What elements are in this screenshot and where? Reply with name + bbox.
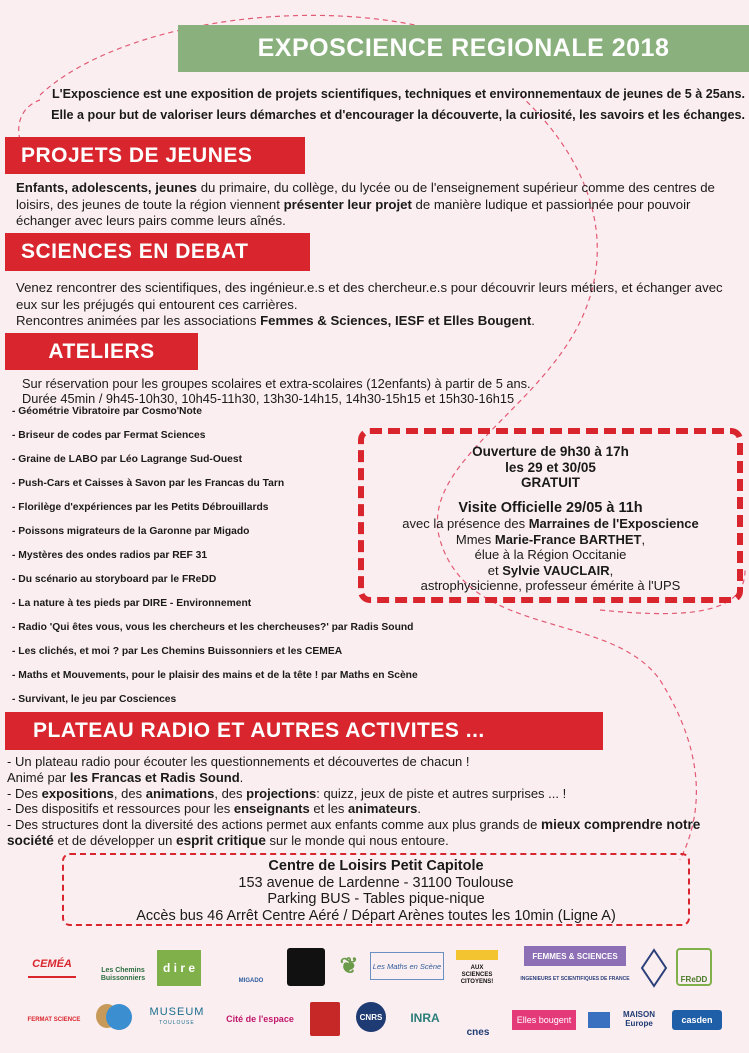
venue-access: Accès bus 46 Arrêt Centre Aéré / Départ Arènes toutes les 10min (Ligne A)	[136, 907, 616, 924]
sciences-text-1: Venez rencontrer des scientifiques, des ingénieur.e.s et des chercheur.e.s pour découvrir leurs métiers, et échanger avec eux sur les préjugés qui entourent ces carrières.	[16, 280, 723, 312]
plateau-l2a: Animé par	[7, 769, 70, 785]
list-item: - Graine de LABO par Léo Lagrange Sud-Ouest	[12, 454, 242, 465]
cnes-logo: cnes	[466, 1027, 490, 1038]
plateau-l2c: .	[239, 769, 244, 785]
plateau-l3c: , des	[113, 785, 146, 801]
museum-name: MUSEUM	[149, 1006, 205, 1018]
sciences-text-2: Rencontres animées par les associations	[16, 313, 261, 328]
section-heading-ateliers: ATELIERS	[5, 333, 198, 370]
projets-bold: présenter leur projet	[283, 196, 412, 212]
maths-logo: Les Maths en Scène	[370, 952, 444, 980]
official-visit: Visite Officielle 29/05 à 11h	[458, 499, 643, 516]
plant-icon: ❦	[340, 953, 358, 978]
mmes-text: Mmes	[455, 531, 495, 547]
ateliers-intro	[22, 376, 742, 406]
plateau-l4c: et les	[309, 801, 349, 817]
section-heading-plateau: PLATEAU RADIO ET AUTRES ACTIVITES ...	[5, 712, 603, 750]
mmes-tail: ,	[641, 531, 646, 547]
sciences-text-3: .	[531, 313, 535, 328]
plateau-l3a: - Des	[7, 785, 42, 801]
plateau-l5b: mieux comprendre notre société	[7, 817, 701, 848]
list-item: - La nature à tes pieds par DIRE - Environnement	[12, 598, 252, 609]
section-heading-sciences: SCIENCES EN DEBAT	[5, 233, 310, 271]
dire-logo: d i r e	[157, 950, 201, 986]
free-label: GRATUIT	[521, 475, 580, 490]
plateau-l3b: expositions	[41, 785, 114, 801]
elue-line: élue à la Région Occitanie	[474, 547, 627, 562]
presence-line	[364, 516, 737, 532]
opening-hours: Ouverture de 9h30 à 17h	[472, 444, 629, 459]
projets-text-2: de manière ludique et passionnée pour pouvoir échanger avec leurs pairs comme leurs aînés.	[16, 196, 691, 228]
address-box	[62, 853, 690, 926]
list-item: - Survivant, le jeu par Cosciences	[12, 694, 177, 705]
plateau-line-4	[7, 801, 747, 817]
plateau-line-3	[7, 786, 747, 802]
plateau-l2b: les Francas et Radis Sound	[69, 769, 240, 785]
plateau-l4b: enseignants	[233, 801, 310, 817]
ateliers-line-2: Durée 45min / 9h45-10h30, 10h45-11h30, 13h30-14h15, 14h30-15h15 et 15h30-16h15	[22, 391, 515, 406]
museum-city: TOULOUSE	[159, 1020, 195, 1026]
ateliers-line-1: Sur réservation pour les groupes scolaires et extra-scolaires (12enfants) à partir de 5 ans.	[22, 376, 531, 391]
plateau-l3g: : quizz, jeux de piste et autres surprises ... !	[316, 785, 567, 801]
plateau-l3f: projections	[246, 785, 317, 801]
section-heading-projets: PROJETS DE JEUNES	[5, 137, 305, 174]
plateau-line-5	[7, 817, 747, 849]
et-line	[364, 563, 737, 579]
event-info-box	[358, 428, 743, 603]
plateau-l4e: .	[417, 801, 422, 817]
et-tail: ,	[609, 562, 614, 578]
list-item: - Les clichés, et moi ? par Les Chemins Buissonniers et les CEMEA	[12, 646, 343, 657]
inra-logo: INRA	[410, 1011, 440, 1025]
list-item: - Briseur de codes par Fermat Sciences	[12, 430, 206, 441]
list-item: - Florilège d'expériences par les Petits Débrouillards	[12, 502, 269, 513]
mmes-line	[364, 532, 737, 548]
list-item: - Géométrie Vibratoire par Cosmo'Note	[12, 406, 202, 417]
small-blue-logo	[588, 1012, 610, 1028]
plateau-line-2	[7, 770, 747, 786]
intro-text	[20, 84, 745, 126]
fermat-logo: FERMAT SCIENCE	[27, 1017, 81, 1023]
projets-paragraph	[16, 180, 736, 230]
migado-logo: MIGADO	[238, 978, 264, 984]
head-logo	[106, 1004, 132, 1030]
elles-bougent-logo: Elles bougent	[512, 1010, 576, 1030]
femmes-sciences-logo: FEMMES & SCIENCES	[524, 946, 626, 966]
vauclair-name: Sylvie VAUCLAIR	[502, 562, 610, 578]
plateau-l3e: , des	[214, 785, 247, 801]
plateau-l5a: - Des structures dont la diversité des actions permet aux enfants comme aux plus grands de	[7, 817, 541, 833]
plateau-line-1: - Un plateau radio pour écouter les questionnements et découvertes de chacun !	[7, 754, 470, 769]
list-item: - Du scénario au storyboard par le FReDD	[12, 574, 217, 585]
venue-name: Centre de Loisirs Petit Capitole	[268, 858, 484, 874]
opening-dates: les 29 et 30/05	[505, 459, 596, 475]
projets-lead: Enfants, adolescents, jeunes	[16, 180, 198, 195]
page-title: EXPOSCIENCE REGIONALE 2018	[178, 25, 749, 72]
diamond-icon	[640, 948, 668, 988]
cemea-logo: CEMÉA	[28, 952, 76, 978]
barthet-name: Marie-France BARTHET	[494, 531, 642, 547]
gramophone-logo	[287, 948, 325, 986]
plateau-l5d: esprit critique	[176, 832, 266, 848]
list-item: - Poissons migrateurs de la Garonne par Migado	[12, 526, 250, 537]
plateau-l4a: - Des dispositifs et ressources pour les	[7, 801, 234, 817]
et-text: et	[487, 562, 503, 578]
cite-espace-logo: Cité de l'espace	[226, 1014, 294, 1024]
casden-logo: casden	[672, 1010, 722, 1030]
list-item: - Push-Cars et Caisses à Savon par les Francas du Tarn	[12, 478, 285, 489]
partner-logos	[0, 940, 749, 1053]
venue-parking: Parking BUS - Tables pique-nique	[267, 891, 485, 907]
museum-logo	[146, 1006, 208, 1030]
university-logo	[310, 1002, 340, 1036]
plateau-l3d: animations	[145, 785, 215, 801]
sciences-paragraph	[16, 280, 736, 330]
astro-line: astrophysicienne, professeur émérite à l'UPS	[420, 578, 681, 593]
marraines: Marraines de l'Exposcience	[528, 516, 699, 531]
diamond-logo	[640, 948, 668, 988]
maison-europe-logo: MAISON Europe	[623, 1010, 655, 1028]
list-item: - Maths et Mouvements, pour le plaisir des mains et de la tête ! par Maths en Scène	[12, 670, 418, 681]
sciences-text-2-line	[16, 313, 736, 330]
plateau-l5c: et de développer un	[53, 832, 177, 848]
projets-text-1: du primaire, du collège, du lycée ou de l'enseignement supérieur comme des centres de loisirs, des jeunes de toute la région viennent	[16, 180, 715, 212]
plateau-l5e: sur le monde qui nous entoure.	[265, 832, 449, 848]
list-item: - Radio 'Qui êtes vous, vous les chercheurs et les chercheuses?' par Radis Sound	[12, 622, 414, 633]
plateau-paragraph	[7, 754, 747, 849]
list-item: - Mystères des ondes radios par REF 31	[12, 550, 208, 561]
intro-line-2: Elle a pour but de valoriser leurs démarches et d'encourager la découverte, la curiosité, les savoirs et les échanges.	[51, 108, 745, 122]
iesf-logo: INGENIEURS ET SCIENTIFIQUES DE FRANCE	[520, 976, 630, 982]
citoyens-logo: AUX SCIENCES CITOYENS!	[456, 950, 498, 986]
presence-text: avec la présence des	[402, 516, 529, 531]
plateau-l4d: animateurs	[348, 801, 418, 817]
cnrs-logo: CNRS	[356, 1002, 386, 1032]
venue-street: 153 avenue de Lardenne - 31100 Toulouse	[238, 874, 514, 891]
fredd-logo: FReDD	[676, 948, 712, 986]
chemins-logo: Les Chemins Buissonniers	[100, 967, 146, 982]
intro-line-1: L'Exposcience est une exposition de projets scientifiques, techniques et environnementaux de jeunes de 5 à 25ans.	[51, 87, 745, 101]
sciences-associations: Femmes & Sciences, IESF et Elles Bougent	[260, 313, 532, 328]
